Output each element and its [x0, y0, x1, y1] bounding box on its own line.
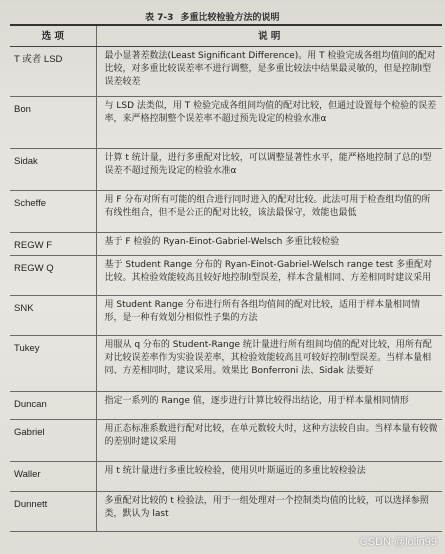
table-row	[10, 492, 442, 532]
description-cell: 用 t 统计量进行多重比较检验，使用贝叶斯逼近的多重比较检验法	[96, 462, 442, 492]
header-option: 选 项	[10, 25, 96, 47]
option-cell: Duncan	[10, 392, 96, 420]
description-cell: 用 F 分布对所有可能的组合进行同时进入的配对比较。此法可用于检查组均值的所有线性组合，但不是公正的配对比较，该法最保守，效能也最低	[96, 191, 442, 233]
option-cell: Gabriel	[10, 420, 96, 462]
option-cell: Dunnett	[10, 492, 96, 532]
table-number: 表 7-3	[145, 13, 174, 23]
option-cell: SNK	[10, 296, 96, 336]
description-cell: 指定一系列的 Range 值，逐步进行计算比较得出结论，用于样本量相同情形	[96, 392, 442, 420]
table-row	[10, 191, 442, 233]
description-cell: 计算 t 统计量，进行多重配对比较，可以调整显著性水平，能严格地控制了总的Ⅰ型误差不超过预先设定的检验水准α	[96, 149, 442, 191]
description-cell: 最小显著差数法(Least Significant Difference)。用 T 检验完成各组均值间的配对比较，对多重比较误差率不进行调整，是多重比较法中结果最灵敏的，但是控制Ⅰ型误差较差	[96, 47, 442, 97]
table-container	[10, 24, 442, 532]
table-row	[10, 336, 442, 392]
description-cell: 基于 Student Range 分布的 Ryan-Einot-Gabriel-Welsch range test 多重配对比较。其检验效能较高且较好地控制Ⅰ型误差，样本含量相同、方差相同时建议采用	[96, 256, 442, 296]
description-cell: 多重配对比较的 t 检验法，用于一组处理对一个控制类均值的比较，可以选择参照类，默认为 last	[96, 492, 442, 532]
option-cell: Waller	[10, 462, 96, 492]
option-cell: REGW Q	[10, 256, 96, 296]
description-cell: 用 Student Range 分布进行所有各组均值间的配对比较，适用于样本量相同情形，是一种有效划分相似性子集的方法	[96, 296, 442, 336]
table-header-row	[10, 25, 442, 47]
table-row	[10, 256, 442, 296]
option-cell: Tukey	[10, 336, 96, 392]
table-title	[145, 10, 280, 23]
description-cell: 与 LSD 法类似，用 T 检验完成各组间均值的配对比较，但通过设置每个检验的误差率，来严格控制整个误差率不超过预先设定的检验水准α	[96, 97, 442, 149]
option-cell: REGW F	[10, 233, 96, 256]
option-cell: T 或者 LSD	[10, 47, 96, 97]
watermark-text: CSDN @lolin99	[359, 536, 437, 548]
header-description: 说 明	[96, 25, 442, 47]
table-row	[10, 392, 442, 420]
table-row	[10, 462, 442, 492]
description-cell: 基于 F 检验的 Ryan-Einot-Gabriel-Welsch 多重比较检验	[96, 233, 442, 256]
table-row	[10, 47, 442, 97]
option-cell: Scheffe	[10, 191, 96, 233]
description-cell: 用正态标准系数进行配对比较，在单元数较大时，这种方法较自由。当样本量有较微的差别时建议采用	[96, 420, 442, 462]
option-cell: Sidak	[10, 149, 96, 191]
table-row	[10, 420, 442, 462]
description-cell: 用服从 q 分布的 Student-Range 统计量进行所有组间均值的配对比较，用所有配对比较误差率作为实验误差率，其检验效能较高且可较好控制Ⅰ型误差。当样本量相同、方差相同时，建议采用。效果比 Bonferroni 法、Sidak 法要好	[96, 336, 442, 392]
table-caption: 多重比较检验方法的说明	[180, 13, 280, 23]
table-row	[10, 233, 442, 256]
table-row	[10, 149, 442, 191]
table-row	[10, 97, 442, 149]
options-table	[10, 24, 442, 532]
option-cell: Bon	[10, 97, 96, 149]
table-row	[10, 296, 442, 336]
